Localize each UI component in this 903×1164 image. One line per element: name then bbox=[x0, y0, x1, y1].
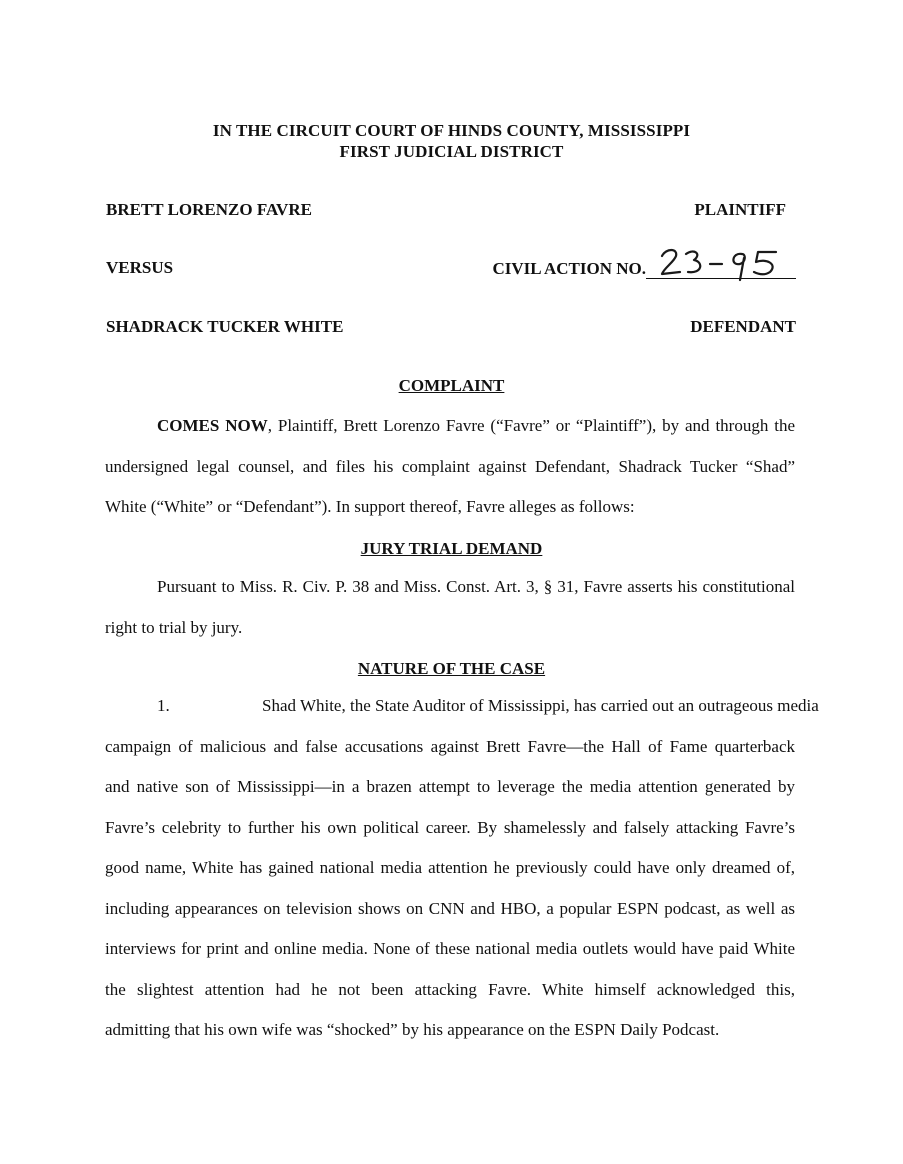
civil-action bbox=[492, 258, 796, 279]
intro-line-3: White (“White” or “Defendant”). In support thereof, Favre alleges as follows: bbox=[105, 497, 635, 516]
nature-line-7: interviews for print and online media. None of these national media outlets would have paid White bbox=[105, 939, 795, 958]
jury-line-2: right to trial by jury. bbox=[105, 617, 243, 637]
court-name: IN THE CIRCUIT COURT OF HINDS COUNTY, MISSISSIPPI bbox=[212, 121, 691, 140]
nature-line-4: Favre’s celebrity to further his own political career. By shamelessly and falsely attacking Favre’s bbox=[105, 817, 795, 837]
civil-action-label: CIVIL ACTION NO. bbox=[492, 259, 646, 278]
plaintiff-label: PLAINTIFF bbox=[694, 200, 786, 219]
intro-paragraph bbox=[105, 406, 795, 528]
nature-line-6: including appearances on television shows on CNN and HBO, a popular ESPN podcast, as well as bbox=[105, 898, 795, 918]
versus-label: VERSUS bbox=[106, 258, 174, 277]
nature-line-3: and native son of Mississippi—in a brazen attempt to leverage the media attention generated by bbox=[105, 777, 795, 796]
intro-lead: COMES NOW bbox=[157, 416, 268, 435]
defendant-name: SHADRACK TUCKER WHITE bbox=[106, 317, 344, 336]
intro-line-2: undersigned legal counsel, and files his complaint against Defendant, Shadrack Tucker “Shad” bbox=[105, 456, 795, 476]
nature-of-case-heading: NATURE OF THE CASE bbox=[357, 659, 546, 678]
plaintiff-name: BRETT LORENZO FAVRE bbox=[106, 200, 312, 219]
handwritten-case-number bbox=[654, 242, 794, 282]
complaint-heading: COMPLAINT bbox=[398, 376, 505, 395]
paragraph-number: 1. bbox=[157, 696, 170, 715]
nature-paragraph-1 bbox=[105, 686, 819, 1051]
intro-line-1: COMES NOW, Plaintiff, Brett Lorenzo Favre (“Favre” or “Plaintiff”), by and through the bbox=[157, 416, 795, 435]
nature-line-5: good name, White has gained national media attention he previously could have only dreamed of, bbox=[105, 858, 795, 877]
nature-line-9: admitting that his own wife was “shocked” by his appearance on the ESPN Daily Podcast. bbox=[105, 1020, 720, 1039]
nature-line-8: the slightest attention had he not been attacking Favre. White himself acknowledged this, bbox=[105, 979, 795, 999]
jury-line-1: Pursuant to Miss. R. Civ. P. 38 and Miss. Const. Art. 3, § 31, Favre asserts his constitutional bbox=[157, 577, 795, 596]
jury-demand-heading: JURY TRIAL DEMAND bbox=[360, 539, 543, 558]
versus-row bbox=[106, 258, 796, 282]
jury-paragraph bbox=[105, 567, 795, 648]
defendant-label: DEFENDANT bbox=[690, 317, 796, 336]
judicial-district: FIRST JUDICIAL DISTRICT bbox=[339, 142, 564, 161]
defendant-row bbox=[106, 317, 796, 341]
nature-line-1: 1. Shad White, the State Auditor of Mississippi, has carried out an outrageous media bbox=[105, 686, 795, 727]
civil-action-number-blank bbox=[646, 258, 796, 279]
nature-line-2: campaign of malicious and false accusations against Brett Favre—the Hall of Fame quarterback bbox=[105, 736, 795, 756]
plaintiff-row bbox=[106, 200, 796, 224]
